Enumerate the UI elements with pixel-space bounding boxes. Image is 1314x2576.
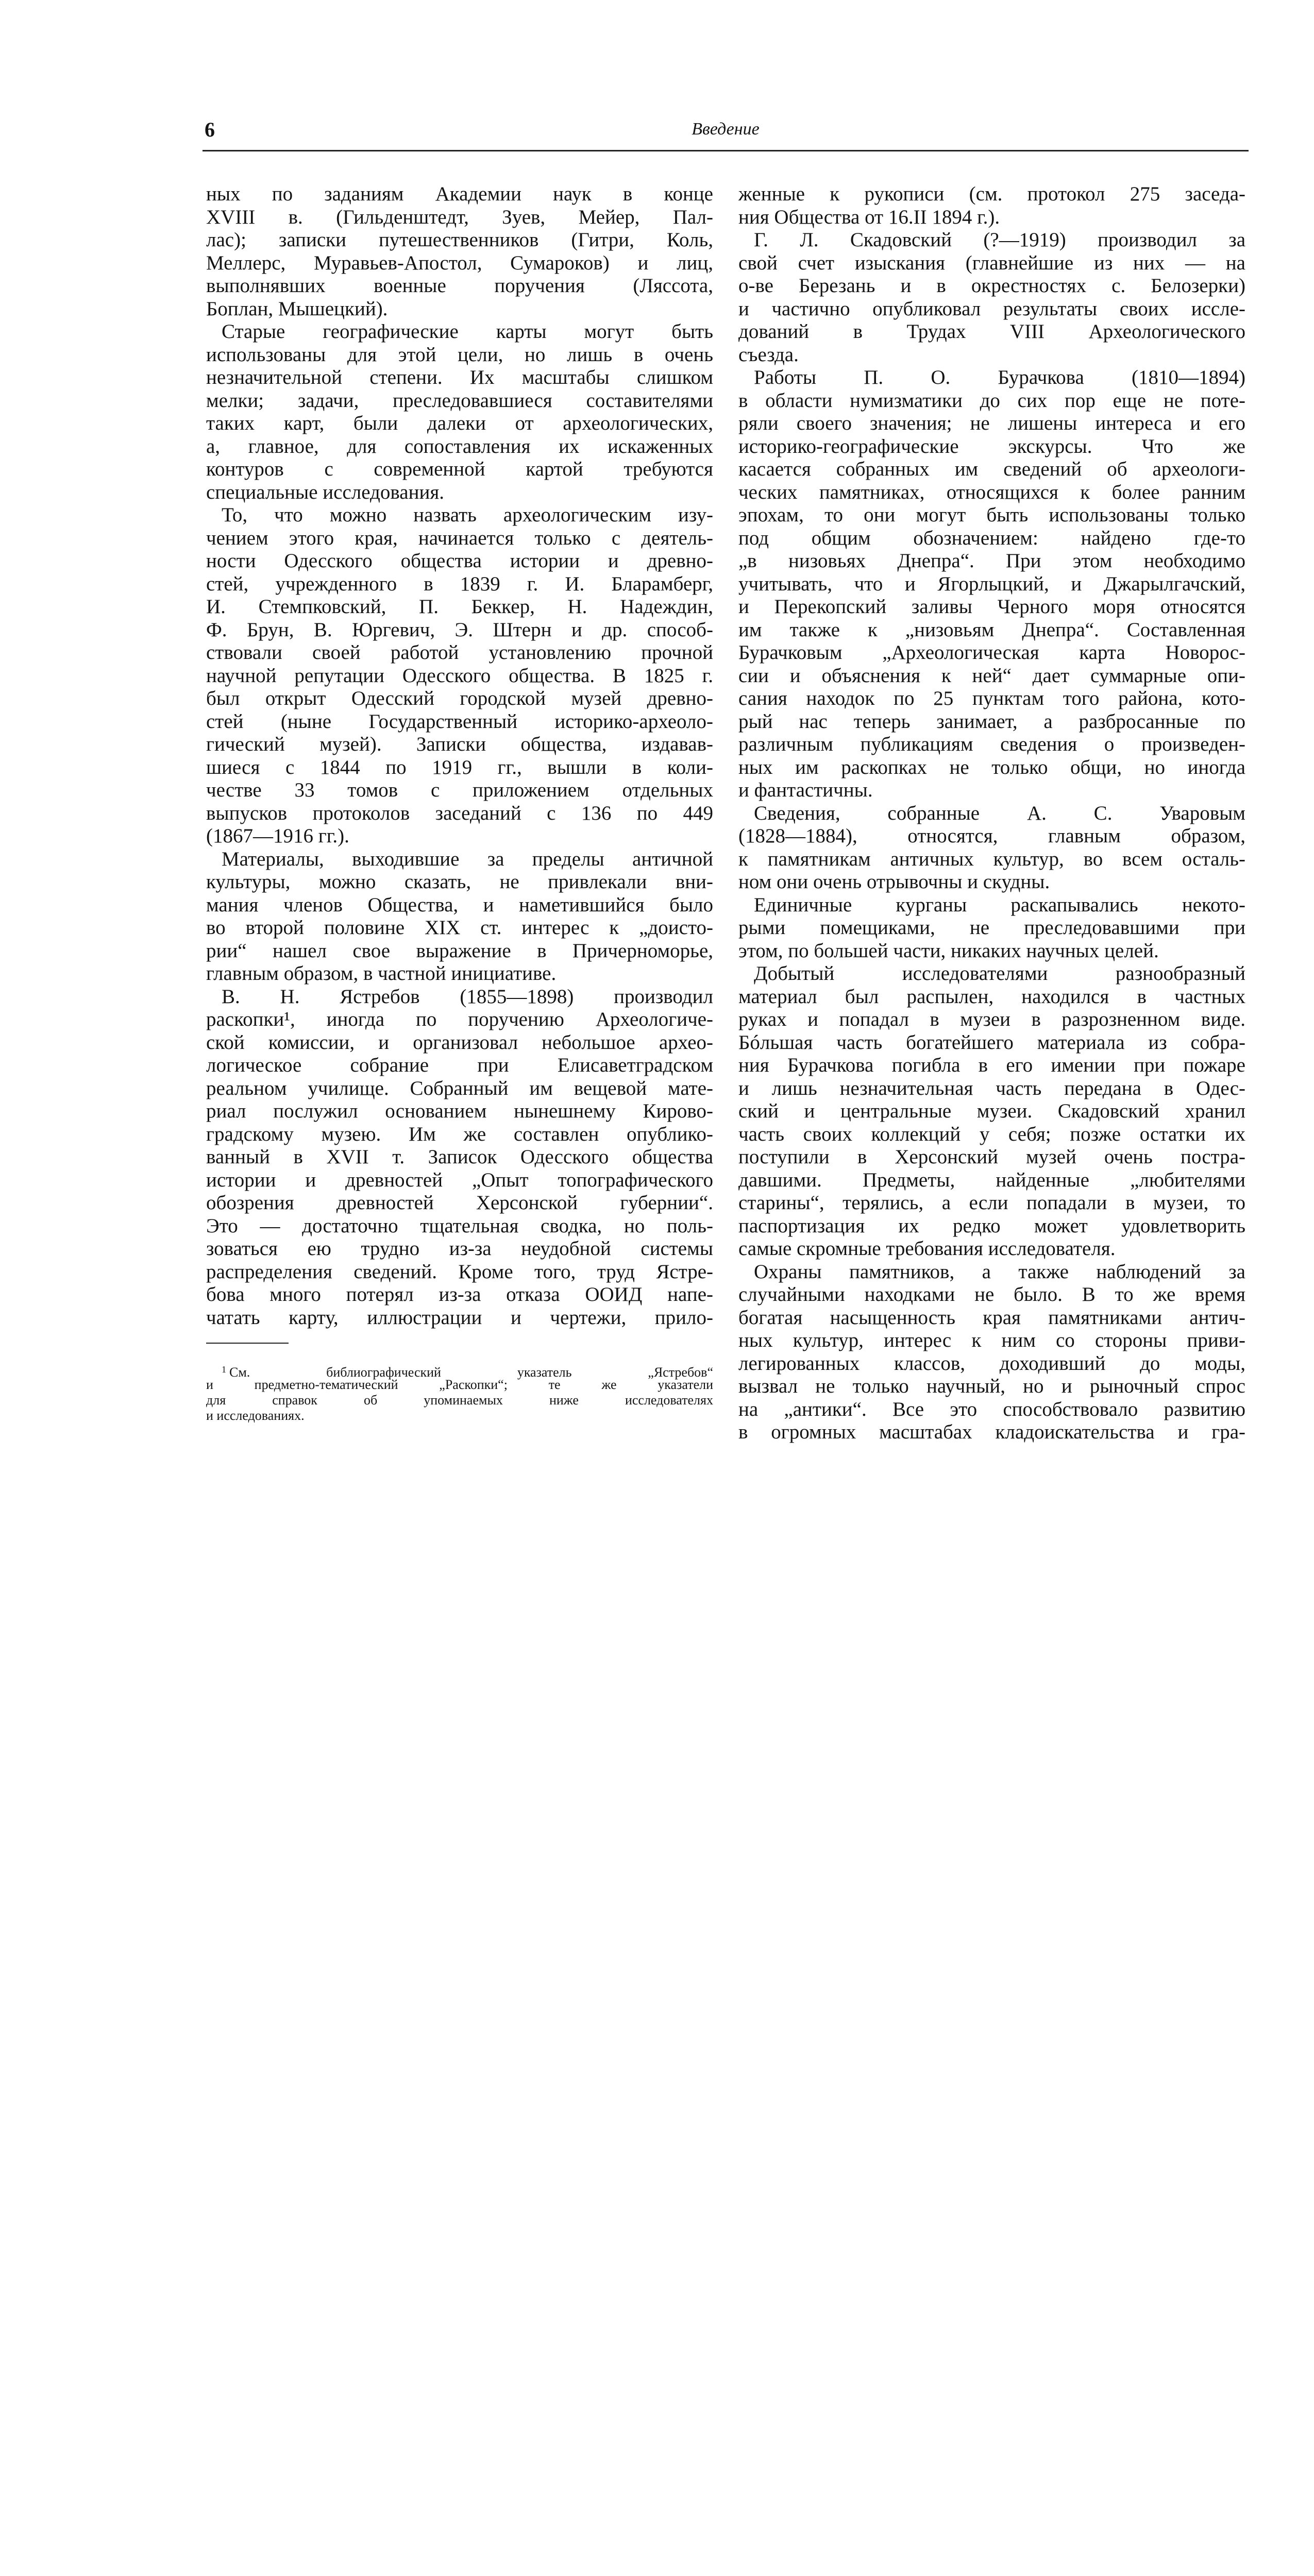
- text-line-content: рый нас теперь занимает, а разбросанные по: [738, 710, 1245, 733]
- text-line-content: использованы для этой цели, но лишь в очень: [206, 343, 713, 366]
- text-line: [206, 1307, 713, 1330]
- text-line: [206, 183, 713, 206]
- text-line: [738, 894, 1245, 917]
- text-line-content: часть своих коллекций у себя; позже остатки их: [738, 1123, 1245, 1145]
- paragraph: [206, 848, 713, 986]
- text-line: [738, 229, 1245, 252]
- text-line-content: случайными находками не было. В то же время: [738, 1283, 1245, 1306]
- paragraph: [206, 320, 713, 504]
- text-line-content: ных по заданиям Академии наук в конце: [206, 183, 713, 205]
- text-line: [206, 894, 713, 917]
- text-line: [206, 1283, 713, 1307]
- text-line-content: градскому музею. Им же составлен опублико-: [206, 1123, 713, 1145]
- text-line: [738, 320, 1245, 344]
- text-line-content: и лишь незначительная часть передана в Одес-: [738, 1077, 1245, 1099]
- header-rule: [203, 150, 1249, 151]
- text-line-content: Ф. Брун, В. Юргевич, Э. Штерн и др. способ-: [206, 618, 713, 641]
- text-line-content: ванный в XVII т. Записок Одесского общества: [206, 1146, 713, 1168]
- text-line: [738, 344, 1245, 367]
- text-line-content: Добытый исследователями разнообразный: [754, 962, 1245, 985]
- text-line: [206, 481, 713, 504]
- text-line-content: В. Н. Ястребов (1855—1898) производил: [222, 985, 713, 1008]
- text-line-content: логическое собрание при Елисаветградском: [206, 1054, 713, 1076]
- text-line: [206, 527, 713, 550]
- text-line-content: культуры, можно сказать, не привлекали вни-: [206, 871, 713, 893]
- text-line: [206, 986, 713, 1009]
- text-line-content: ряли своего значения; не лишены интереса и его: [738, 412, 1245, 434]
- text-line-content: богатая насыщенность края памятниками антич-: [738, 1306, 1245, 1329]
- text-line: [738, 412, 1245, 435]
- text-line: [738, 710, 1245, 734]
- text-line: [738, 779, 1245, 802]
- text-line: [738, 1077, 1245, 1100]
- text-line: [738, 1261, 1245, 1284]
- text-line-content: стей (ныне Государственный историко-археоло-: [206, 710, 713, 733]
- text-line: [206, 1169, 713, 1192]
- text-line: [738, 504, 1245, 527]
- text-line: [738, 298, 1245, 321]
- text-line-content: То, что можно назвать археологическим изу-: [222, 504, 713, 526]
- text-line-content: поступили в Херсонский музей очень постра-: [738, 1146, 1245, 1168]
- text-line-content: и фантастичны.: [738, 779, 873, 801]
- text-line-content: чатать карту, иллюстрации и чертежи, прило-: [206, 1306, 713, 1329]
- text-line-content: раскопки¹, иногда по поручению Археологиче-: [206, 1008, 713, 1030]
- text-line-content: шиеся с 1844 по 1919 гг., вышли в коли-: [206, 756, 713, 778]
- text-line: [738, 183, 1245, 206]
- text-line-content: Меллерс, Муравьев-Апостол, Сумароков) и лиц,: [206, 251, 713, 274]
- text-line: [738, 1238, 1245, 1261]
- text-line: [738, 1307, 1245, 1330]
- text-line: [738, 641, 1245, 665]
- text-line: [738, 733, 1245, 756]
- text-line: [206, 825, 713, 848]
- text-line-content: Это — достаточно тщательная сводка, но поль-: [206, 1214, 713, 1237]
- text-line-content: им также к „низовьям Днепра“. Составленная: [738, 618, 1245, 641]
- text-line: [206, 389, 713, 413]
- text-line: [206, 871, 713, 894]
- text-line: [206, 710, 713, 734]
- text-line: [738, 1329, 1245, 1352]
- text-line: [738, 1054, 1245, 1077]
- text-line-content: различным публикациям сведения о произведен-: [738, 733, 1245, 755]
- footnote-line-content: и исследованиях.: [206, 1408, 305, 1423]
- text-line: [206, 1146, 713, 1169]
- right-text-column: [738, 183, 1245, 1444]
- text-line: [738, 962, 1245, 986]
- footnote-line-content: и предметно-тематический „Раскопки“; те же указатели: [206, 1377, 713, 1392]
- text-line-content: легированных классов, доходивший до моды,: [738, 1352, 1245, 1375]
- text-line-content: мелки; задачи, преследовавшиеся составителями: [206, 389, 713, 412]
- text-line: [206, 1123, 713, 1146]
- text-line: [738, 986, 1245, 1009]
- text-line: [738, 550, 1245, 573]
- text-line-content: о-ве Березань и в окрестностях с. Белозерки): [738, 275, 1245, 297]
- text-line: [206, 756, 713, 779]
- text-line: [738, 871, 1245, 894]
- text-line-content: бова много потерял из-за отказа ООИД напе-: [206, 1283, 713, 1306]
- text-line-content: сии и объяснения к ней“ дает суммарные опи-: [738, 664, 1245, 687]
- text-line-content: и Перекопский заливы Черного моря относятся: [738, 596, 1245, 618]
- text-line-content: ном они очень отрывочны и скудны.: [738, 871, 1050, 893]
- text-line: [206, 252, 713, 275]
- text-line: [206, 573, 713, 596]
- text-line-content: материал был распылен, находился в частных: [738, 985, 1245, 1008]
- text-line: [738, 1031, 1245, 1055]
- text-line: [206, 802, 713, 825]
- text-line-content: научной репутации Одесского общества. В 1825 г.: [206, 664, 713, 687]
- text-line-content: к памятникам античных культур, во всем осталь-: [738, 848, 1245, 870]
- text-line: [206, 550, 713, 573]
- text-line: [206, 1261, 713, 1284]
- text-line-content: Боплан, Мышецкий).: [206, 297, 388, 320]
- text-line-content: Единичные курганы раскапывались некото-: [754, 893, 1245, 916]
- text-line: [206, 1077, 713, 1100]
- text-line: [738, 1283, 1245, 1307]
- footnote-line-content: для справок об упоминаемых ниже исследователях: [206, 1393, 713, 1408]
- text-line-content: старины“, терялись, а если попадали в музеи, то: [738, 1192, 1245, 1214]
- text-line: [738, 596, 1245, 619]
- text-line-content: главным образом, в частной инициативе.: [206, 962, 557, 985]
- text-line: [738, 802, 1245, 825]
- text-line-content: незначительной степени. Их масштабы слишком: [206, 366, 713, 388]
- text-line-content: выполнявших военные поручения (Ляссота,: [206, 275, 713, 297]
- text-line-content: в огромных масштабах кладоискательства и гра-: [738, 1421, 1245, 1443]
- text-line-content: на „антики“. Все это способствовало развитию: [738, 1398, 1245, 1420]
- text-line-content: Охраны памятников, а также наблюдений за: [754, 1260, 1245, 1283]
- text-line: [206, 275, 713, 298]
- text-line-content: таких карт, были далеки от археологических,: [206, 412, 713, 434]
- page-header: [203, 117, 1249, 148]
- text-line: [738, 481, 1245, 504]
- text-line: [206, 435, 713, 459]
- text-line: [206, 665, 713, 688]
- text-line: [206, 1192, 713, 1215]
- text-line: [738, 1398, 1245, 1421]
- running-title: Введение: [692, 120, 760, 139]
- text-line-content: распределения сведений. Кроме того, труд Ястре-: [206, 1260, 713, 1283]
- text-line: [206, 298, 713, 321]
- paragraph: [738, 894, 1245, 963]
- text-line-content: Материалы, выходившие за пределы античной: [222, 848, 713, 870]
- text-line: [738, 917, 1245, 940]
- text-line-content: гический музей). Записки общества, издавав-: [206, 733, 713, 755]
- text-line-content: ных культур, интерес к ним со стороны приви-: [738, 1329, 1245, 1351]
- footnote-line: [206, 1393, 713, 1408]
- text-line-content: дований в Трудах VIII Археологического: [738, 320, 1245, 343]
- footnote-line-content: См. библиографический указатель „Ястребов“: [229, 1365, 713, 1380]
- text-line-content: Г. Л. Скадовский (?—1919) производил за: [754, 229, 1245, 251]
- paragraph: [738, 1261, 1245, 1444]
- footnote-mark: 1: [222, 1364, 226, 1375]
- text-line: [206, 504, 713, 527]
- text-line: [206, 619, 713, 642]
- text-line-content: мания членов Общества, и наметившийся было: [206, 893, 713, 916]
- text-line-content: обозрения древностей Херсонской губернии“.: [206, 1192, 713, 1214]
- paragraph: [738, 183, 1245, 229]
- text-line: [738, 527, 1245, 550]
- text-line-content: риал послужил основанием нынешнему Кирово-: [206, 1100, 713, 1122]
- paragraph: [738, 802, 1245, 894]
- text-line-content: рыми помещиками, не преследовавшими при: [738, 917, 1245, 939]
- text-line-content: эпохам, то они могут быть использованы только: [738, 504, 1245, 526]
- text-line: [738, 435, 1245, 459]
- text-line: [738, 1169, 1245, 1192]
- text-line: [738, 573, 1245, 596]
- text-line-content: чением этого края, начинается только с деятель-: [206, 527, 713, 549]
- page-number: 6: [205, 118, 215, 141]
- text-line: [206, 1100, 713, 1123]
- text-line-content: вызвал не только научный, но и рыночный спрос: [738, 1375, 1245, 1397]
- text-line-content: давшими. Предметы, найденные „любителями: [738, 1168, 1245, 1191]
- text-line-content: самые скромные требования исследователя.: [738, 1238, 1116, 1260]
- text-line-content: зоваться ею трудно из-за неудобной системы: [206, 1238, 713, 1260]
- text-line: [206, 1031, 713, 1055]
- text-line: [738, 1008, 1245, 1031]
- text-line: [206, 917, 713, 940]
- text-line-content: выпусков протоколов заседаний с 136 по 449: [206, 802, 713, 824]
- text-line: [206, 366, 713, 389]
- text-line: [738, 366, 1245, 389]
- text-line-content: Работы П. О. Бурачкова (1810—1894): [754, 366, 1245, 388]
- text-line: [206, 687, 713, 710]
- text-line: [206, 206, 713, 229]
- text-line: [206, 940, 713, 963]
- text-line: [738, 940, 1245, 963]
- text-line-content: ния Общества от 16.II 1894 г.).: [738, 206, 1000, 228]
- text-line: [738, 458, 1245, 481]
- text-line-content: сания находок по 25 пунктам того района, кото-: [738, 687, 1245, 709]
- text-line-content: стей, учрежденного в 1839 г. И. Бларамберг,: [206, 572, 713, 595]
- text-line: [206, 1215, 713, 1238]
- text-line-content: рии“ нашел свое выражение в Причерноморье,: [206, 939, 713, 962]
- text-line: [738, 389, 1245, 413]
- text-line: [206, 229, 713, 252]
- text-line-content: ствовали своей работой установлению прочной: [206, 641, 713, 664]
- left-text-column: [206, 183, 713, 1329]
- text-line-content: ский и центральные музеи. Скадовский хранил: [738, 1100, 1245, 1122]
- text-line: [206, 412, 713, 435]
- text-line-content: в области нумизматики до сих пор еще не поте-: [738, 389, 1245, 412]
- text-line-content: ния Бурачкова погибла в его имении при пожаре: [738, 1054, 1245, 1076]
- text-line: [738, 619, 1245, 642]
- text-line: [206, 1008, 713, 1031]
- text-line-content: истории и древностей „Опыт топографического: [206, 1168, 713, 1191]
- footnote: [206, 1362, 713, 1423]
- text-line: [738, 1123, 1245, 1146]
- text-line-content: съезда.: [738, 343, 799, 366]
- text-line: [738, 206, 1245, 229]
- text-line: [738, 756, 1245, 779]
- text-line-content: был открыт Одесский городской музей древно-: [206, 687, 713, 709]
- text-line: [738, 1192, 1245, 1215]
- footnote-line: [206, 1408, 713, 1423]
- text-line: [738, 275, 1245, 298]
- text-line: [206, 320, 713, 344]
- paragraph: [206, 986, 713, 1330]
- text-line-content: Бóльшая часть богатейшего материала из собра-: [738, 1031, 1245, 1054]
- text-line: [738, 1215, 1245, 1238]
- text-line: [738, 687, 1245, 710]
- text-line-content: специальные исследования.: [206, 481, 445, 503]
- footnote-line: [206, 1377, 713, 1393]
- text-line: [738, 1375, 1245, 1398]
- text-line-content: а, главное, для сопоставления их искаженных: [206, 435, 713, 457]
- text-line-content: ных им раскопках не только общи, но иногда: [738, 756, 1245, 778]
- paragraph: [206, 504, 713, 848]
- text-line-content: учитывать, что и Ягорлыцкий, и Джарылгачский,: [738, 572, 1245, 595]
- text-line-content: И. Стемпковский, П. Беккер, Н. Надеждин,: [206, 596, 713, 618]
- text-line: [738, 1421, 1245, 1444]
- paragraph: [738, 229, 1245, 366]
- text-line-content: паспортизация их редко может удовлетворить: [738, 1214, 1245, 1237]
- footnote-separator: [206, 1343, 289, 1344]
- text-line-content: во второй половине XIX ст. интерес к „доисто-: [206, 917, 713, 939]
- paragraph: [206, 183, 713, 320]
- text-line: [206, 962, 713, 986]
- text-line: [206, 779, 713, 802]
- paragraph: [738, 366, 1245, 802]
- paragraph: [738, 962, 1245, 1261]
- text-line-content: Бурачковым „Археологическая карта Новорос-: [738, 641, 1245, 664]
- text-line: [206, 1238, 713, 1261]
- text-line-content: честве 33 томов с приложением отдельных: [206, 779, 713, 801]
- text-line-content: лас); записки путешественников (Гитри, Коль,: [206, 229, 713, 251]
- text-line: [738, 1146, 1245, 1169]
- text-line-content: этом, по большей части, никаких научных целей.: [738, 939, 1159, 962]
- text-line-content: Сведения, собранные А. С. Уваровым: [754, 802, 1245, 824]
- text-line-content: ческих памятниках, относящихся к более ранним: [738, 481, 1245, 503]
- text-line-content: женные к рукописи (см. протокол 275 заседа-: [738, 183, 1245, 205]
- text-line: [738, 1352, 1245, 1376]
- text-line-content: под общим обозначением: найдено где-то: [738, 527, 1245, 549]
- text-line: [738, 252, 1245, 275]
- text-line: [206, 596, 713, 619]
- text-line: [738, 848, 1245, 871]
- text-line: [206, 1054, 713, 1077]
- text-line-content: XVIII в. (Гильденштедт, Зуев, Мейер, Пал-: [206, 206, 713, 228]
- text-line-content: Старые географические карты могут быть: [222, 320, 713, 343]
- text-line: [206, 641, 713, 665]
- text-line: [738, 665, 1245, 688]
- text-line-content: (1867—1916 гг.).: [206, 825, 349, 847]
- text-line-content: контуров с современной картой требуются: [206, 458, 713, 480]
- text-line: [738, 1100, 1245, 1123]
- text-line-content: касается собранных им сведений об археологи-: [738, 458, 1245, 480]
- text-line-content: и частично опубликовал результаты своих иссле-: [738, 297, 1245, 320]
- text-line-content: свой счет изыскания (главнейшие из них — на: [738, 251, 1245, 274]
- text-line-content: ности Одесского общества истории и древно-: [206, 550, 713, 572]
- text-line-content: „в низовьях Днепра“. При этом необходимо: [738, 550, 1245, 572]
- text-line-content: (1828—1884), относятся, главным образом,: [738, 825, 1245, 847]
- text-line-content: ской комиссии, и организовал небольшое архео-: [206, 1031, 713, 1054]
- text-line: [206, 344, 713, 367]
- text-line: [206, 458, 713, 481]
- text-line: [206, 848, 713, 871]
- text-line-content: руках и попадал в музеи в разрозненном виде.: [738, 1008, 1245, 1030]
- text-line-content: реальном училище. Собранный им вещевой мате-: [206, 1077, 713, 1099]
- footnote-line: [206, 1362, 713, 1380]
- text-line: [206, 733, 713, 756]
- text-line: [738, 825, 1245, 848]
- text-line-content: историко-географические экскурсы. Что же: [738, 435, 1245, 457]
